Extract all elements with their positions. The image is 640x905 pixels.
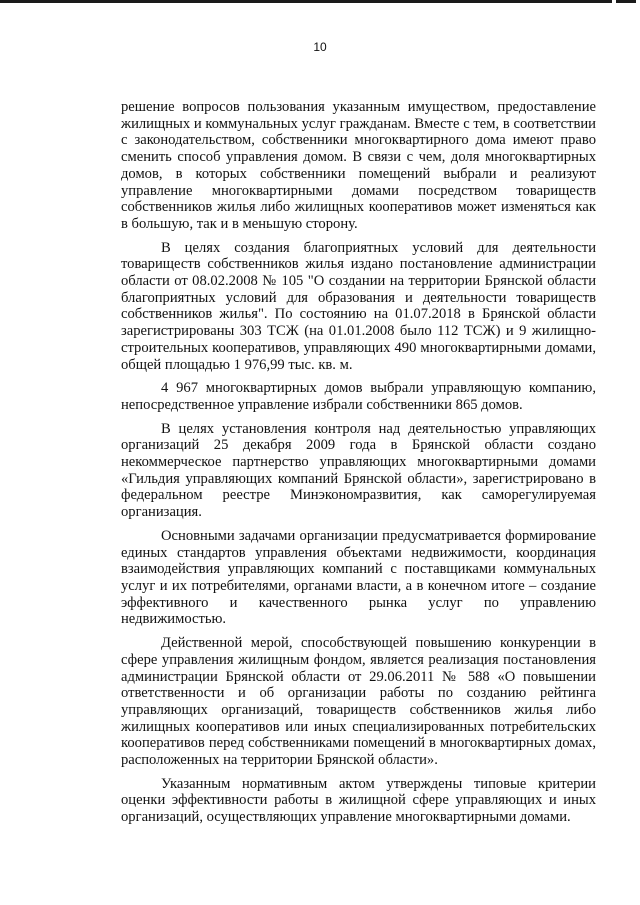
paragraph-competition-measure: Действенной мерой, способствующей повышению конкуренции в сфере управления жилищным фондом, является реализация постановления администрации Брянской области от 29.06.2011 № 588 «О повышении ответственности и об организации работы по созданию рейтинга управляющих организаций, товариществ собственников жилья либо жилищных кооперативов или иных специализированных потребительских кооперативов перед собственниками помещений в многоквартирных домах, расположенных на территории Брянской области». <box>121 635 596 769</box>
paragraph-continuation: решение вопросов пользования указанным имуществом, предоставление жилищных и коммунальных услуг гражданам. Вместе с тем, в соответствии с законодательством, собственники многоквартирного дома имеют право сменить способ управления домом. В связи с чем, доля многоквартирных домов, в которых собственники помещений выбрали и реализуют управление многоквартирными домами посредством товариществ собственников жилья либо жилищных кооперативов может изменяться как в большую, так и в меньшую сторону. <box>121 99 596 232</box>
document-body <box>121 99 596 833</box>
paragraph-tszh-support: В целях создания благоприятных условий для деятельности товариществ собственников жилья издано постановление администрации области от 08.02.2008 № 105 "О создании на территории Брянской области благоприятных условий для образования и деятельности товариществ собственников жилья". По состоянию на 01.07.2018 в Брянской области зарегистрированы 303 ТСЖ (на 01.01.2008 было 112 ТСЖ) и 9 жилищно-строительных кооперативов, управляющих 490 многоквартирными домами, общей площадью 1 976,99 тыс. кв. м. <box>121 239 596 373</box>
paragraph-evaluation-criteria: Указанным нормативным актом утверждены типовые критерии оценки эффективности работы в жилищной сфере управляющих и иных организаций, осуществляющих управление многоквартирными домами. <box>121 775 596 826</box>
paragraph-management-choice: 4 967 многоквартирных домов выбрали управляющую компанию, непосредственное управление избрали собственники 865 домов. <box>121 380 596 413</box>
top-border-line <box>0 0 612 3</box>
page-number: 10 <box>313 40 327 54</box>
top-border-line-end <box>616 0 636 3</box>
paragraph-guild-creation: В целях установления контроля над деятельностью управляющих организаций 25 декабря 2009 года в Брянской области создано некоммерческое партнерство управляющих многоквартирными домами «Гильдия управляющих компаний Брянской области», зарегистрировано в федеральном реестре Минэкономразвития, как саморегулируемая организация. <box>121 420 596 521</box>
paragraph-organization-tasks: Основными задачами организации предусматривается формирование единых стандартов управления объектами недвижимости, координация взаимодействия управляющих компаний с поставщиками коммунальных услуг и их потребителями, органами власти, а в конечном итоге – создание эффективного и качественного рынка услуг по управлению недвижимостью. <box>121 527 596 628</box>
